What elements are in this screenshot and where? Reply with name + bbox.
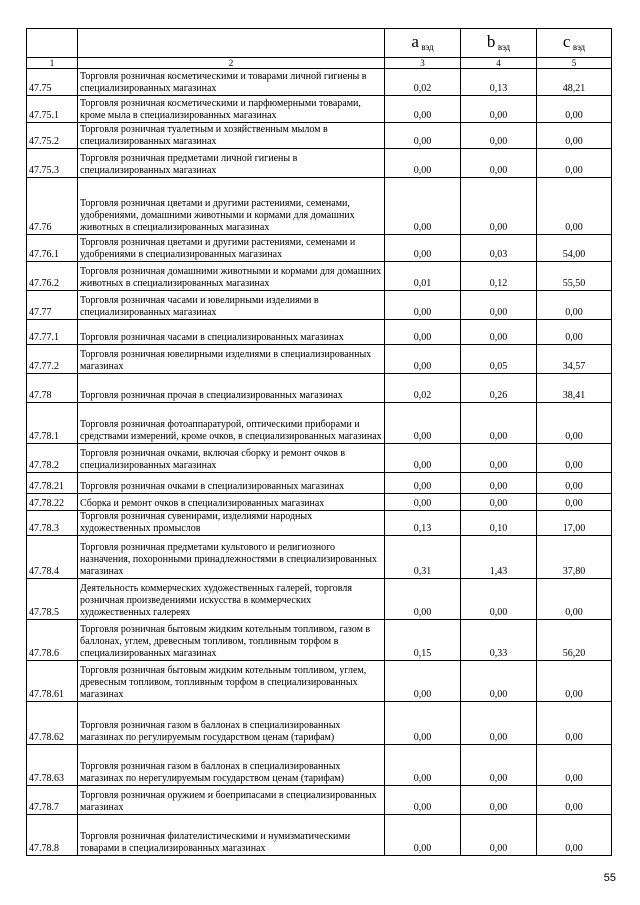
header-b-subscript: вэд (497, 41, 511, 52)
table-row (27, 536, 612, 579)
okved-code: 47.75.3 (27, 149, 78, 178)
value-b: 0,10 (461, 511, 537, 536)
value-a: 0,00 (385, 786, 461, 815)
column-number: 2 (78, 58, 385, 69)
activity-name: Торговля розничная часами и ювелирными изделиями в специализированных магазинах (78, 291, 385, 320)
okved-code: 47.78.7 (27, 786, 78, 815)
okved-code: 47.76.2 (27, 262, 78, 291)
activity-name: Торговля розничная бытовым жидким котельным топливом, газом в баллонах, углем, древесным топливом, топливным торфом в специализированных магазинах (78, 620, 385, 661)
table-row (27, 579, 612, 620)
activity-name: Торговля розничная предметами культового и религиозного назначения, похоронными принадлежностями в специализированных магазинах (78, 536, 385, 579)
column-number: 4 (461, 58, 537, 69)
okved-code: 47.77.2 (27, 345, 78, 374)
activity-name: Сборка и ремонт очков в специализированных магазинах (78, 494, 385, 511)
column-number: 1 (27, 58, 78, 69)
value-c: 0,00 (537, 473, 612, 494)
table-row (27, 661, 612, 702)
table-row (27, 235, 612, 262)
value-c: 0,00 (537, 96, 612, 123)
value-a: 0,00 (385, 579, 461, 620)
table-row (27, 494, 612, 511)
activity-name: Торговля розничная газом в баллонах в специализированных магазинах по нерегулируемым государством ценам (тарифам) (78, 745, 385, 786)
okved-code: 47.78.2 (27, 444, 78, 473)
value-c: 0,00 (537, 178, 612, 235)
value-b: 0,00 (461, 494, 537, 511)
okved-code: 47.75.2 (27, 123, 78, 149)
value-a: 0,15 (385, 620, 461, 661)
value-b: 0,00 (461, 149, 537, 178)
value-a: 0,00 (385, 123, 461, 149)
table-row (27, 745, 612, 786)
okved-code: 47.78.63 (27, 745, 78, 786)
okved-code: 47.76 (27, 178, 78, 235)
activity-name: Торговля розничная часами в специализированных магазинах (78, 320, 385, 345)
value-c: 17,00 (537, 511, 612, 536)
okved-code: 47.78.6 (27, 620, 78, 661)
value-a: 0,00 (385, 745, 461, 786)
table-row (27, 149, 612, 178)
header-a-symbol: a (411, 31, 419, 51)
value-c: 0,00 (537, 444, 612, 473)
value-a: 0,00 (385, 149, 461, 178)
value-b: 0,03 (461, 235, 537, 262)
rates-table (26, 28, 612, 856)
value-b: 0,12 (461, 262, 537, 291)
value-c: 0,00 (537, 786, 612, 815)
value-a: 0,00 (385, 403, 461, 444)
okved-code: 47.76.1 (27, 235, 78, 262)
activity-name: Торговля розничная домашними животными и кормами для домашних животных в специализированных магазинах (78, 262, 385, 291)
column-number: 5 (537, 58, 612, 69)
table-row (27, 620, 612, 661)
value-b: 0,00 (461, 473, 537, 494)
value-b: 0,26 (461, 374, 537, 403)
header-name-cell (78, 29, 385, 58)
value-a: 0,01 (385, 262, 461, 291)
activity-name: Торговля розничная цветами и другими растениями, семенами и удобрениями в специализированных магазинах (78, 235, 385, 262)
value-c: 0,00 (537, 661, 612, 702)
okved-code: 47.78.21 (27, 473, 78, 494)
table-row (27, 815, 612, 856)
value-b: 0,00 (461, 579, 537, 620)
page-number: 55 (603, 872, 616, 884)
table-row (27, 123, 612, 149)
value-c: 0,00 (537, 702, 612, 745)
header-a-subscript: вэд (421, 41, 434, 52)
okved-code: 47.77.1 (27, 320, 78, 345)
okved-code: 47.75.1 (27, 96, 78, 123)
activity-name: Торговля розничная бытовым жидким котельным топливом, углем, древесным топливом, топливным торфом в специализированных магазинах (78, 661, 385, 702)
value-a: 0,00 (385, 702, 461, 745)
value-a: 0,02 (385, 69, 461, 96)
value-c: 37,80 (537, 536, 612, 579)
value-c: 0,00 (537, 320, 612, 345)
value-b: 1,43 (461, 536, 537, 579)
header-c-symbol: c (562, 31, 571, 51)
value-a: 0,00 (385, 473, 461, 494)
table-row (27, 320, 612, 345)
activity-name: Торговля розничная сувенирами, изделиями народных художественных промыслов (78, 511, 385, 536)
value-b: 0,00 (461, 123, 537, 149)
okved-code: 47.77 (27, 291, 78, 320)
value-b: 0,00 (461, 745, 537, 786)
table-row (27, 444, 612, 473)
value-b: 0,00 (461, 786, 537, 815)
activity-name: Торговля розничная филателистическими и нумизматическими товарами в специализированных магазинах (78, 815, 385, 856)
table-row (27, 291, 612, 320)
activity-name: Торговля розничная косметическими и парфюмерными товарами, кроме мыла в специализированных магазинах (78, 96, 385, 123)
table-row (27, 178, 612, 235)
activity-name: Торговля розничная туалетным и хозяйственным мылом в специализированных магазинах (78, 123, 385, 149)
table-header-row (27, 29, 612, 58)
activity-name: Торговля розничная предметами личной гигиены в специализированных магазинах (78, 149, 385, 178)
value-c: 54,00 (537, 235, 612, 262)
header-c-subscript: вэд (572, 41, 586, 52)
table-row (27, 374, 612, 403)
value-b: 0,33 (461, 620, 537, 661)
value-a: 0,00 (385, 494, 461, 511)
header-code-cell (27, 29, 78, 58)
value-a: 0,13 (385, 511, 461, 536)
activity-name: Торговля розничная прочая в специализированных магазинах (78, 374, 385, 403)
value-c: 0,00 (537, 494, 612, 511)
value-b: 0,00 (461, 815, 537, 856)
value-c: 0,00 (537, 579, 612, 620)
value-b: 0,00 (461, 291, 537, 320)
okved-code: 47.78.3 (27, 511, 78, 536)
table-row (27, 262, 612, 291)
table-row (27, 473, 612, 494)
value-b: 0,00 (461, 178, 537, 235)
value-c: 0,00 (537, 123, 612, 149)
activity-name: Торговля розничная очками в специализированных магазинах (78, 473, 385, 494)
value-a: 0,00 (385, 444, 461, 473)
header-a-cell (385, 29, 461, 58)
okved-code: 47.75 (27, 69, 78, 96)
value-c: 38,41 (537, 374, 612, 403)
okved-code: 47.78.4 (27, 536, 78, 579)
activity-name: Торговля розничная газом в баллонах в специализированных магазинах по регулируемым государством ценам (тарифам) (78, 702, 385, 745)
value-c: 0,00 (537, 291, 612, 320)
value-c: 0,00 (537, 149, 612, 178)
okved-code: 47.78.62 (27, 702, 78, 745)
value-b: 0,00 (461, 96, 537, 123)
table-row (27, 702, 612, 745)
value-b: 0,00 (461, 444, 537, 473)
table-row (27, 786, 612, 815)
okved-code: 47.78.8 (27, 815, 78, 856)
activity-name: Деятельность коммерческих художественных галерей, торговля розничная произведениями искусства в коммерческих художественных галереях (78, 579, 385, 620)
column-number: 3 (385, 58, 461, 69)
okved-code: 47.78 (27, 374, 78, 403)
value-a: 0,00 (385, 178, 461, 235)
activity-name: Торговля розничная фотоаппаратурой, оптическими приборами и средствами измерений, кроме очков, в специализированных магазинах (78, 403, 385, 444)
value-c: 0,00 (537, 403, 612, 444)
header-b-cell (461, 29, 537, 58)
okved-code: 47.78.61 (27, 661, 78, 702)
value-c: 48,21 (537, 69, 612, 96)
value-c: 55,50 (537, 262, 612, 291)
activity-name: Торговля розничная цветами и другими растениями, семенами, удобрениями, домашними животными и кормами для домашних животных в специализированных магазинах (78, 178, 385, 235)
value-a: 0,00 (385, 345, 461, 374)
value-c: 0,00 (537, 815, 612, 856)
activity-name: Торговля розничная косметическими и товарами личной гигиены в специализированных магазинах (78, 69, 385, 96)
value-b: 0,13 (461, 69, 537, 96)
value-b: 0,00 (461, 320, 537, 345)
value-b: 0,00 (461, 702, 537, 745)
header-b-symbol: b (486, 31, 496, 51)
table-row (27, 345, 612, 374)
value-a: 0,31 (385, 536, 461, 579)
table-row (27, 69, 612, 96)
value-a: 0,00 (385, 96, 461, 123)
activity-name: Торговля розничная оружием и боеприпасами в специализированных магазинах (78, 786, 385, 815)
activity-name: Торговля розничная очками, включая сборку и ремонт очков в специализированных магазинах (78, 444, 385, 473)
value-c: 56,20 (537, 620, 612, 661)
okved-code: 47.78.1 (27, 403, 78, 444)
value-b: 0,00 (461, 661, 537, 702)
column-number-row (27, 58, 612, 69)
value-b: 0,00 (461, 403, 537, 444)
value-b: 0,05 (461, 345, 537, 374)
table-row (27, 511, 612, 536)
table-row (27, 96, 612, 123)
value-a: 0,00 (385, 815, 461, 856)
table-row (27, 403, 612, 444)
okved-code: 47.78.5 (27, 579, 78, 620)
value-c: 0,00 (537, 745, 612, 786)
header-c-cell (537, 29, 612, 58)
value-a: 0,02 (385, 374, 461, 403)
okved-code: 47.78.22 (27, 494, 78, 511)
value-a: 0,00 (385, 661, 461, 702)
value-a: 0,00 (385, 291, 461, 320)
activity-name: Торговля розничная ювелирными изделиями в специализированных магазинах (78, 345, 385, 374)
value-c: 34,57 (537, 345, 612, 374)
value-a: 0,00 (385, 320, 461, 345)
value-a: 0,00 (385, 235, 461, 262)
